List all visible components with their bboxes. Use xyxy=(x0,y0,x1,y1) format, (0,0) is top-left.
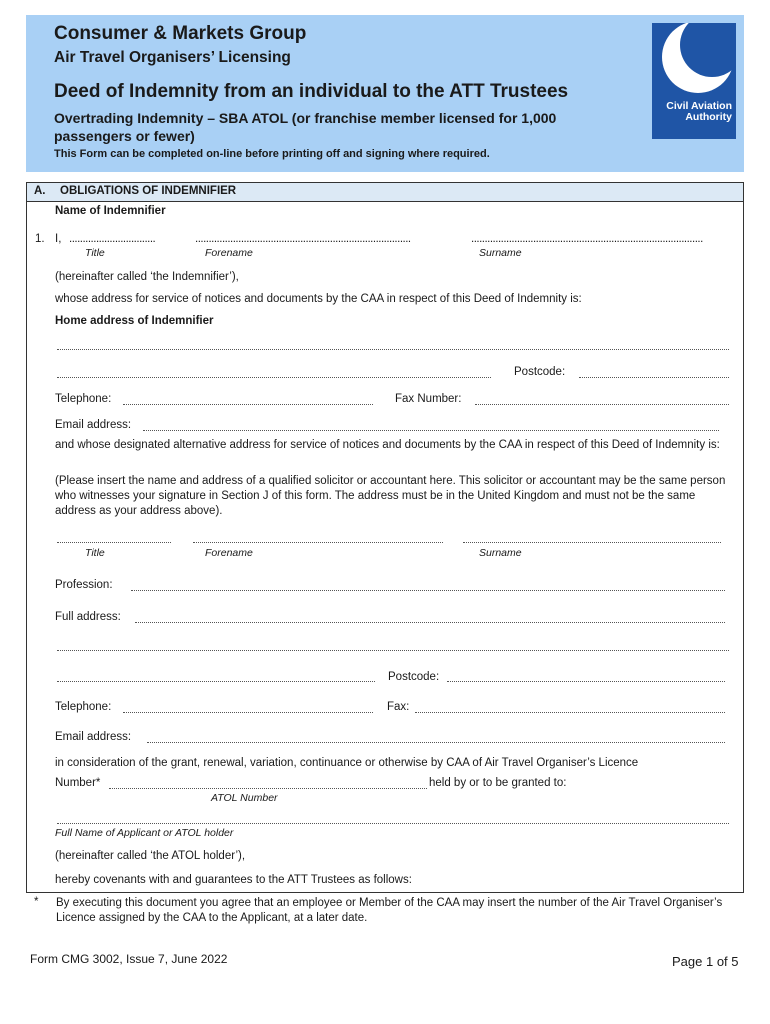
section-heading: OBLIGATIONS OF INDEMNIFIER xyxy=(60,185,237,197)
alt-forename-field[interactable] xyxy=(193,542,443,543)
address-intro: whose address for service of notices and documents by the CAA in respect of this Deed of Indemnity is: xyxy=(55,293,582,305)
atol-number-caption: ATOL Number xyxy=(211,792,278,804)
home-address-line-1[interactable] xyxy=(57,349,729,350)
alternative-address-note: (Please insert the name and address of a qualified solicitor or accountant here. This solicitor or accountant may be the same person who witnesses your signature in Section J of this form. The address must be in the United Kingdom and must not be the same address as your address above). xyxy=(55,475,726,517)
hereinafter-atol-holder: (hereinafter called ‘the ATOL holder’), xyxy=(55,850,246,862)
alt-postcode-field[interactable] xyxy=(447,681,725,682)
postcode-field[interactable] xyxy=(579,377,729,378)
home-address-line-2[interactable] xyxy=(57,377,491,378)
email-field[interactable] xyxy=(143,430,719,431)
alt-email-field[interactable] xyxy=(147,742,725,743)
form-reference: Form CMG 3002, Issue 7, June 2022 xyxy=(30,952,228,966)
group-name: Consumer & Markets Group xyxy=(54,23,307,44)
alternative-address-text: and whose designated alternative address for service of notices and documents by the CAA in respect of this Deed of Indemnity is: xyxy=(55,439,720,451)
caa-logo xyxy=(652,23,736,139)
atol-number-field[interactable] xyxy=(109,788,427,789)
form-note: This Form can be completed on-line before printing off and signing where required. xyxy=(54,148,490,160)
form-subtitle: Overtrading Indemnity – SBA ATOL (or franchise member licensed for 1,000 passengers or fewer) xyxy=(54,110,557,144)
alt-fax-field[interactable] xyxy=(415,712,725,713)
postcode-label: Postcode: xyxy=(514,366,566,378)
fax-number-label: Fax Number: xyxy=(395,393,462,405)
page-number: Page 1 of 5 xyxy=(672,954,739,969)
alt-surname-caption: Surname xyxy=(479,547,522,559)
fax-number-field[interactable] xyxy=(475,404,729,405)
hereinafter-indemnifier: (hereinafter called ‘the Indemnifier’), xyxy=(55,271,239,283)
full-address-line-2[interactable] xyxy=(57,650,729,651)
footnote-mark: * xyxy=(34,896,39,908)
full-address-line-3[interactable] xyxy=(57,681,375,682)
item-number: 1. xyxy=(35,233,45,245)
surname-caption: Surname xyxy=(479,247,522,259)
alt-telephone-field[interactable] xyxy=(123,712,373,713)
licensing-name: Air Travel Organisers’ Licensing xyxy=(54,49,291,66)
consideration-text: in consideration of the grant, renewal, variation, continuance or otherwise by CAA of Air Travel Organiser’s Licence xyxy=(55,757,639,769)
profession-label: Profession: xyxy=(55,579,113,591)
full-address-label: Full address: xyxy=(55,611,121,623)
footnote-text: By executing this document you agree that an employee or Member of the CAA may insert the number of the Air Travel Organiser’s Licence assigned by the CAA to the Applicant, at a later date. xyxy=(56,897,723,924)
alt-email-label: Email address: xyxy=(55,731,132,743)
item-i: I, xyxy=(55,233,62,245)
logo-text xyxy=(652,101,732,123)
telephone-field[interactable] xyxy=(123,404,373,405)
covenants-text: hereby covenants with and guarantees to the ATT Trustees as follows: xyxy=(55,874,412,886)
home-address-heading: Home address of Indemnifier xyxy=(55,315,214,327)
indemnifier-title-field[interactable]: ................................ xyxy=(69,233,156,245)
alt-forename-caption: Forename xyxy=(205,547,253,559)
telephone-label: Telephone: xyxy=(55,393,112,405)
title-caption: Title xyxy=(85,247,105,259)
full-address-line-1[interactable] xyxy=(135,622,725,623)
alt-surname-field[interactable] xyxy=(463,542,721,543)
section-a-header xyxy=(27,183,743,202)
logo-text-line-2: Authority xyxy=(685,111,732,123)
header-band xyxy=(26,15,744,172)
forename-caption: Forename xyxy=(205,247,253,259)
section-a xyxy=(26,182,744,893)
indemnifier-forename-field[interactable]: ................................................................................ xyxy=(195,233,411,245)
full-name-caption: Full Name of Applicant or ATOL holder xyxy=(55,827,234,839)
alt-postcode-label: Postcode: xyxy=(388,671,440,683)
section-letter: A. xyxy=(34,185,46,197)
profession-field[interactable] xyxy=(131,590,725,591)
email-label: Email address: xyxy=(55,419,132,431)
licence-number-label: Number* xyxy=(55,777,101,789)
form-title: Deed of Indemnity from an individual to the ATT Trustees xyxy=(54,81,569,102)
alt-title-field[interactable] xyxy=(57,542,171,543)
name-of-indemnifier-label: Name of Indemnifier xyxy=(55,205,166,217)
alt-title-caption: Title xyxy=(85,547,105,559)
held-by-text: held by or to be granted to: xyxy=(429,777,567,789)
logo-text-line-1: Civil Aviation xyxy=(666,100,732,112)
atol-holder-name-field[interactable] xyxy=(57,823,729,824)
alt-telephone-label: Telephone: xyxy=(55,701,112,713)
alt-fax-label: Fax: xyxy=(387,701,410,713)
indemnifier-surname-field[interactable]: ...................................................................................... xyxy=(471,233,703,245)
